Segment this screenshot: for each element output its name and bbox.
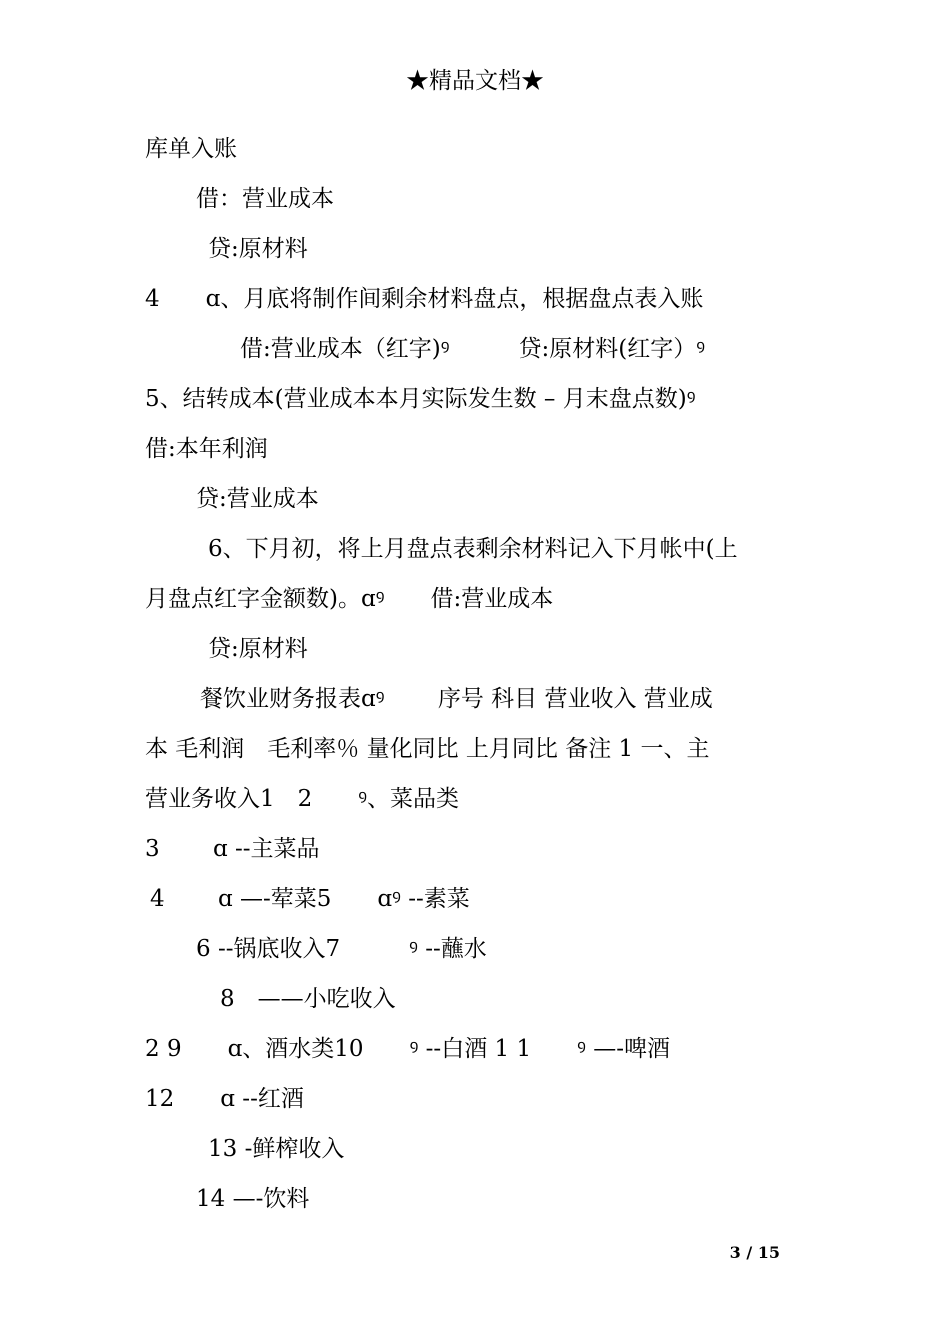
text-line: 8 ——小吃收入 [220,986,396,1012]
text-line: 营业务收入1 2 ꝰ、菜品类 [145,786,460,812]
text-line: 14 —-饮料 [196,1186,310,1212]
text-line: 借:本年利润 [145,436,268,462]
text-line: 月盘点红字金额数)。ɑꝰ 借:营业成本 [145,586,554,612]
text-line: 3 ɑ --主菜品 [145,836,320,862]
text-line: 12 ɑ --红酒 [145,1086,304,1112]
page-header-title: ★精品文档★ [406,68,544,94]
text-line: 餐饮业财务报表ɑꝰ 序号 科目 营业收入 营业成 [200,686,713,712]
text-line: 库单入账 [145,136,237,162]
text-line: 本 毛利润 毛利率％ 量化同比 上月同比 备注 1 一、主 [145,736,710,762]
text-line: 借:营业成本（红字)ꝰ 贷:原材料(红字）ꝰ [240,336,706,362]
text-line: 2 9 ɑ、酒水类10 ꝰ --白酒 1 1 ꝰ —-啤酒 [145,1036,670,1062]
page-number: 3 / 15 [729,1243,780,1262]
text-line: 6、下月初，将上月盘点表剩余材料记入下月帐中(上 [208,536,738,562]
text-line: 贷:原材料 [208,636,308,662]
text-line: 13 -鲜榨收入 [208,1136,345,1162]
text-line: 5、结转成本(营业成本本月实际发生数 – 月末盘点数)ꝰ [145,386,696,412]
text-line: 借：营业成本 [196,186,334,212]
text-line: 贷:营业成本 [196,486,319,512]
text-line: 6 --锅底收入7 ꝰ --蘸水 [196,936,487,962]
text-line: 贷:原材料 [208,236,308,262]
text-line: 4 ɑ —-荤菜5 ɑꝰ --素菜 [150,886,470,912]
text-line: 4 ɑ、月底将制作间剩余材料盘点，根据盘点表入账 [145,286,704,312]
